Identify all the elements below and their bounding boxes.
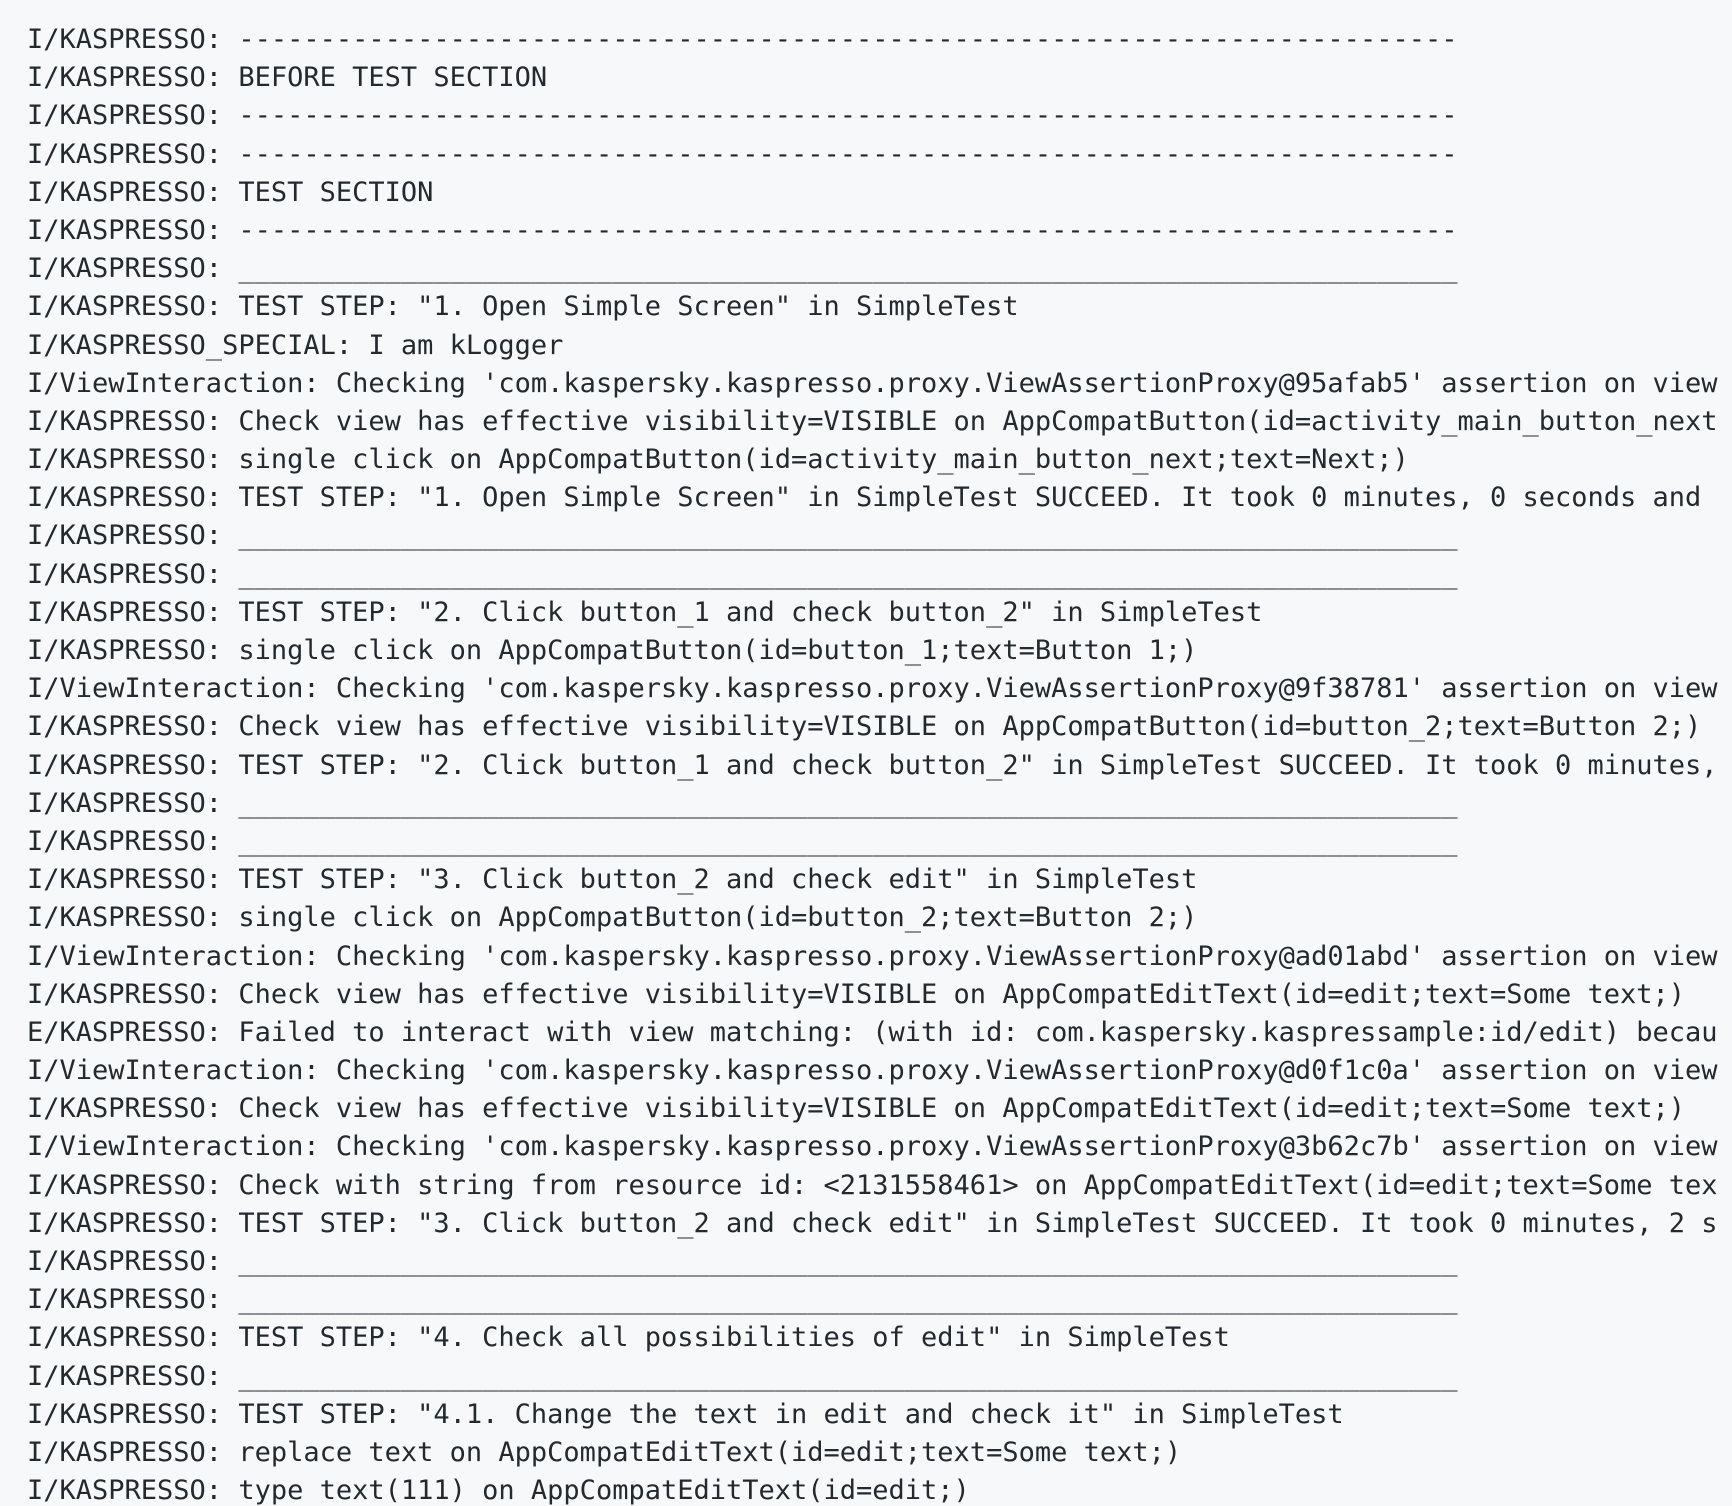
log-line: I/KASPRESSO: Check with string from resource id: <2131558461> on AppCompatEditText(id=edit;text=Some tex [27,1169,1718,1201]
log-line: I/KASPRESSO: Check view has effective visibility=VISIBLE on AppCompatButton(id=button_2;text=Button 2;) [27,711,1702,743]
log-line: I/KASPRESSO: ___________________________________________________________________________ [27,520,1458,552]
log-line: I/KASPRESSO: ___________________________________________________________________________ [27,825,1458,857]
log-line: I/KASPRESSO: --------------------------------------------------------------------------- [27,138,1458,170]
log-line: I/KASPRESSO: single click on AppCompatButton(id=button_1;text=Button 1;) [27,635,1198,666]
log-line: I/ViewInteraction: Checking 'com.kaspersky.kaspresso.proxy.ViewAssertionProxy@ad01abd' assertion on view [27,940,1718,972]
log-line: I/KASPRESSO: Check view has effective visibility=VISIBLE on AppCompatButton(id=activity_main_button_next [27,405,1718,437]
log-line: I/KASPRESSO: Check view has effective visibility=VISIBLE on AppCompatEditText(id=edit;text=Some text;) [27,1093,1686,1125]
log-line: I/KASPRESSO: Check view has effective visibility=VISIBLE on AppCompatEditText(id=edit;text=Some text;) [27,978,1686,1010]
log-line: I/ViewInteraction: Checking 'com.kaspersky.kaspresso.proxy.ViewAssertionProxy@d0f1c0a' assertion on view [27,1055,1718,1087]
log-line: I/KASPRESSO: TEST STEP: "3. Click button_2 and check edit" in SimpleTest [27,864,1198,896]
log-line: I/KASPRESSO: ___________________________________________________________________________ [27,787,1458,819]
log-line: I/KASPRESSO: single click on AppCompatButton(id=activity_main_button_next;text=Next;) [27,444,1409,476]
log-line: I/ViewInteraction: Checking 'com.kaspersky.kaspresso.proxy.ViewAssertionProxy@3b62c7b' assertion on view [27,1131,1718,1163]
log-line: I/KASPRESSO: --------------------------------------------------------------------------- [27,214,1458,246]
log-line: I/KASPRESSO: TEST STEP: "4. Check all possibilities of edit" in SimpleTest [27,1322,1230,1354]
log-line: I/KASPRESSO: TEST STEP: "3. Click button_2 and check edit" in SimpleTest SUCCEED. It took 0 minutes, 2 s [27,1207,1718,1239]
log-line: I/KASPRESSO: replace text on AppCompatEditText(id=edit;text=Some text;) [27,1436,1182,1468]
log-line: I/KASPRESSO: ___________________________________________________________________________ [27,1284,1458,1316]
log-line: I/ViewInteraction: Checking 'com.kaspersky.kaspresso.proxy.ViewAssertionProxy@95afab5' assertion on view [27,367,1718,399]
log-line: I/KASPRESSO: TEST STEP: "1. Open Simple Screen" in SimpleTest SUCCEED. It took 0 minutes, 0 seconds and [27,482,1702,514]
log-line: I/KASPRESSO: ___________________________________________________________________________ [27,253,1458,285]
log-line: I/KASPRESSO: TEST STEP: "2. Click button_1 and check button_2" in SimpleTest SUCCEED. It took 0 minutes, [27,749,1718,781]
log-line: I/KASPRESSO: TEST STEP: "2. Click button_1 and check button_2" in SimpleTest [27,596,1263,628]
log-line: I/KASPRESSO: BEFORE TEST SECTION [27,62,548,94]
log-line: I/KASPRESSO: --------------------------------------------------------------------------- [27,24,1458,55]
log-line: I/KASPRESSO: TEST SECTION [27,176,434,208]
log-line: I/KASPRESSO: ___________________________________________________________________________ [27,1246,1458,1277]
log-line: I/KASPRESSO: --------------------------------------------------------------------------- [27,100,1458,132]
log-line-error: E/KASPRESSO: Failed to interact with view matching: (with id: com.kaspersky.kaspressample:id/edit) becau [27,1016,1718,1048]
log-line: I/KASPRESSO: type text(111) on AppCompatEditText(id=edit;) [27,1475,970,1506]
log-lines [27,21,1732,1506]
log-line: I/KASPRESSO: TEST STEP: "4.1. Change the text in edit and check it" in SimpleTest [27,1398,1344,1430]
log-line: I/KASPRESSO: ___________________________________________________________________________ [27,558,1458,590]
log-line: I/KASPRESSO: TEST STEP: "1. Open Simple Screen" in SimpleTest [27,291,1019,323]
log-line: I/KASPRESSO: single click on AppCompatButton(id=button_2;text=Button 2;) [27,902,1198,934]
log-line: I/KASPRESSO: ___________________________________________________________________________ [27,1360,1458,1392]
log-line: I/ViewInteraction: Checking 'com.kaspersky.kaspresso.proxy.ViewAssertionProxy@9f38781' assertion on view [27,673,1718,705]
log-line: I/KASPRESSO_SPECIAL: I am kLogger [27,329,564,361]
